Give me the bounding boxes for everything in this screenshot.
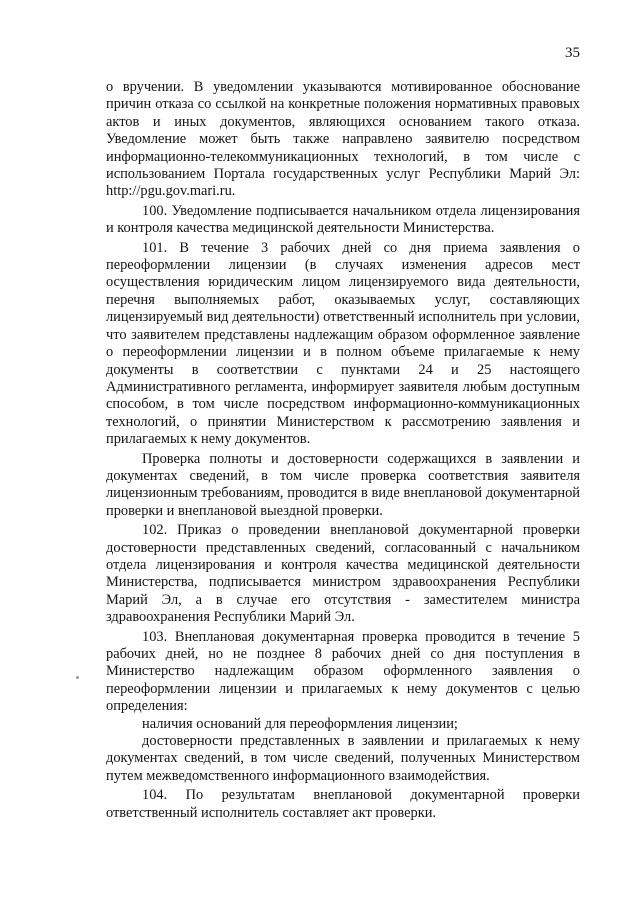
paragraph-101: 101. В течение 3 рабочих дней со дня приема заявления о переоформлении лицензии (в случаях изменения адресов мест осуществления юридическим лицом лицензируемого вида деятельности, перечня выполняемых работ, оказываемых услуг, составляющих лицензируемый вид деятельности) ответственный исполнитель при условии, что заявителем представлены надлежащим образом оформленное заявление о переоформлении лицензии и в полном объеме прилагаемые к нему документы в соответствии с пунктами 24 и 25 настоящего Административного регламента, информирует заявителя любым доступным способом, в том числе посредством информационно-коммуникационных технологий, о принятии Министерством к рассмотрению заявления и прилагаемых к нему документов. <box>106 239 580 448</box>
page-number: 35 <box>565 45 580 61</box>
paragraph-notice-contents: о вручении. В уведомлении указываются мотивированное обоснование причин отказа со ссылкой на конкретные положения нормативных правовых актов и иных документов, являющихся основанием такого отказа. Уведомление может быть также направлено заявителю посредством информационно-телекоммуникационных технологий, в том числе с использованием Портала государственных услуг Республики Марий Эл: http://pgu.gov.mari.ru. <box>106 79 580 200</box>
paragraph-103-item-2: достоверности представленных в заявлении и прилагаемых к нему документах сведений, в том числе сведений, полученных Министерством путем межведомственного информационного взаимодействия. <box>106 733 580 784</box>
paragraph-103-item-1: наличия оснований для переоформления лицензии; <box>142 715 458 732</box>
paragraph-104: 104. По результатам внеплановой документарной проверки ответственный исполнитель составляет акт проверки. <box>106 787 580 821</box>
document-body <box>106 79 580 822</box>
paragraph-102: 102. Приказ о проведении внеплановой документарной проверки достоверности представленных сведений, согласованный с начальником отдела лицензирования и контроля качества медицинской деятельности Министерства, подписывается министром здравоохранения Республики Марий Эл, а в случае его отсутствия - заместителем министра здравоохранения Республики Марий Эл. <box>106 522 580 626</box>
paragraph-103: 103. Внеплановая документарная проверка проводится в течение 5 рабочих дней, но не позднее 8 рабочих дней со дня поступления в Министерство надлежащим образом оформленного заявления о переоформлении лицензии и прилагаемых к нему документов с целью определения: <box>106 628 580 715</box>
scan-speck <box>76 676 79 679</box>
paragraph-100: 100. Уведомление подписывается начальником отдела лицензирования и контроля качества медицинской деятельности Министерства. <box>106 202 580 237</box>
paragraph-verification: Проверка полноты и достоверности содержащихся в заявлении и документах сведений, в том числе проверка соответствия заявителя лицензионным требованиям, проводится в виде внеплановой документарной проверки и внеплановой выездной проверки. <box>106 450 580 519</box>
